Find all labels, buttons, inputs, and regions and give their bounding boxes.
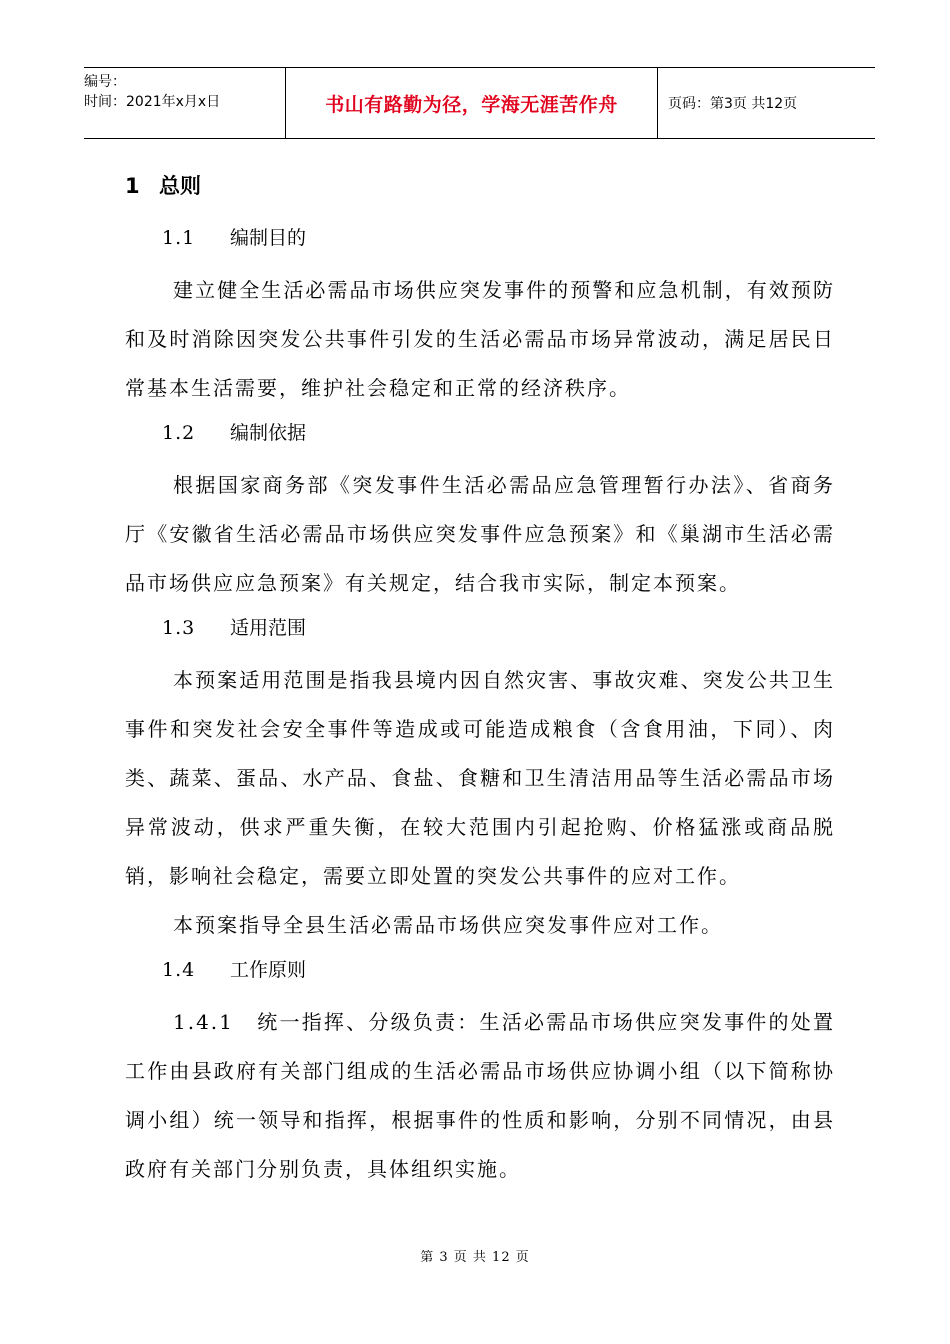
subsection-heading [125, 608, 835, 660]
clause-number: 1.4.1 [173, 1010, 234, 1034]
document-body [125, 168, 835, 1194]
subsection-number: 1.1 [162, 227, 196, 249]
paragraph: 根据国家商务部《突发事件生活必需品应急管理暂行办法》、省商务厅《安徽省生活必需品市场供应突发事件应急预案》和《巢湖市生活必需品市场供应应急预案》有关规定，结合我市实际，制定本预案。 [125, 473, 835, 595]
page-footer: 第 3 页 共 12 页 [420, 1250, 530, 1265]
paragraph: 本预案指导全县生活必需品市场供应突发事件应对工作。 [173, 913, 723, 937]
paragraph: 本预案适用范围是指我县境内因自然灾害、事故灾难、突发公共卫生事件和突发社会安全事件等造成或可能造成粮食（含食用油，下同）、肉类、蔬菜、蛋品、水产品、食盐、食糖和卫生清洁用品等生活必需品市场异常波动，供求严重失衡，在较大范围内引起抢购、价格猛涨或商品脱销，影响社会稳定，需要立即处置的突发公共事件的应对工作。 [125, 668, 835, 888]
clause-text: 统一指挥、分级负责：生活必需品市场供应突发事件的处置工作由县政府有关部门组成的生活必需品市场供应协调小组（以下简称协调小组）统一领导和指挥，根据事件的性质和影响，分别不同情况，由县政府有关部门分别负责，具体组织实施。 [125, 1010, 835, 1181]
subsection-title: 编制目的 [230, 227, 307, 249]
page-header [84, 67, 875, 139]
numbered-paragraph [125, 998, 835, 1194]
subsection-heading [125, 950, 835, 1002]
header-page-info: 页码：第3页 共12页 [668, 96, 798, 112]
section-heading [125, 168, 835, 204]
subsection-number: 1.3 [162, 617, 196, 639]
paragraph: 建立健全生活必需品市场供应突发事件的预警和应急机制，有效预防和及时消除因突发公共事件引发的生活必需品市场异常波动，满足居民日常基本生活需要，维护社会稳定和正常的经济秩序。 [125, 278, 835, 400]
subsection-heading [125, 413, 835, 465]
subsection-heading [125, 218, 835, 270]
subsection-title: 工作原则 [230, 959, 307, 981]
subsection-number: 1.2 [162, 422, 196, 444]
subsection-title: 适用范围 [230, 617, 307, 639]
number-label: 编号： [84, 74, 126, 90]
section-number: 1 [125, 174, 140, 198]
section-title: 总则 [159, 174, 201, 198]
header-motto: 书山有路勤为径，学海无涯苦作舟 [286, 68, 658, 138]
header-meta [84, 68, 286, 138]
subsection-title: 编制依据 [230, 422, 307, 444]
time-label: 时间：2021年x月x日 [84, 94, 221, 110]
subsection-number: 1.4 [162, 959, 196, 981]
